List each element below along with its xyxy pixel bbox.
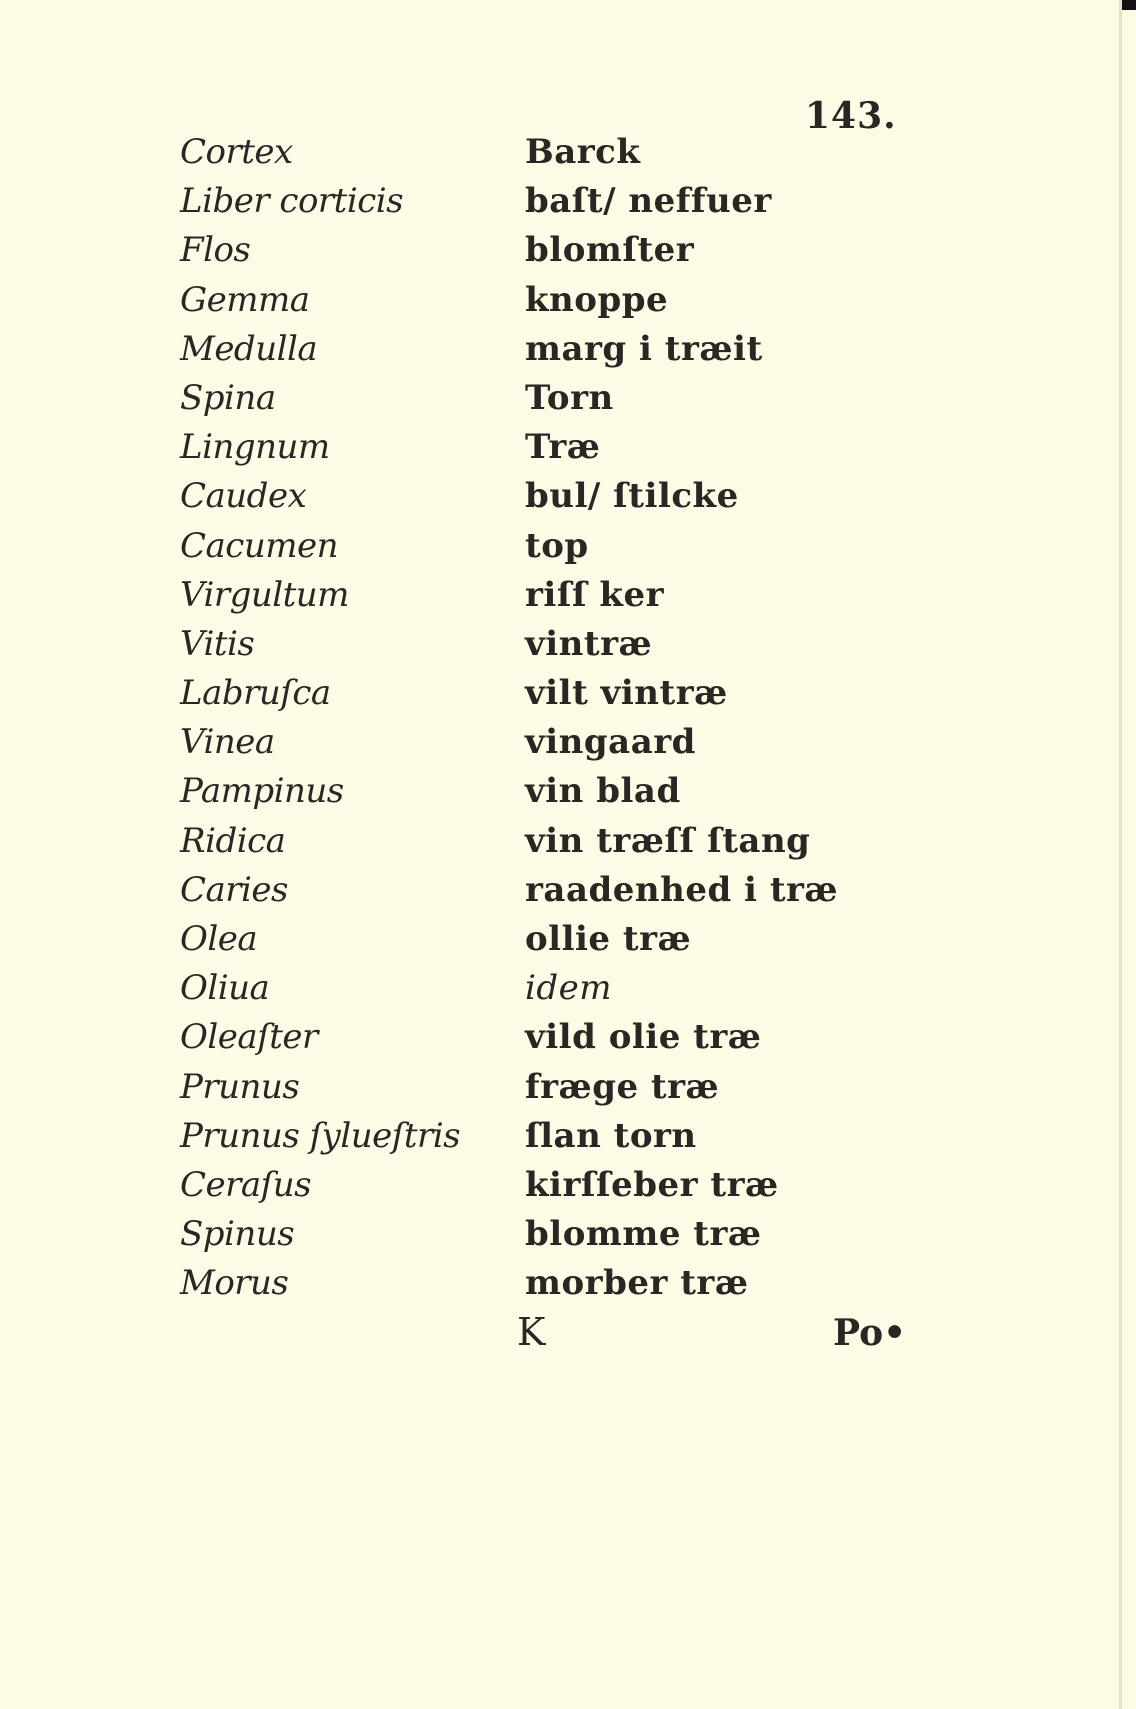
latin-term: Vitis <box>180 623 255 664</box>
vernacular-term: vin blad <box>525 771 681 812</box>
vernacular-term: knoppe <box>525 279 669 320</box>
vernacular-term: Barck <box>525 132 641 172</box>
vernacular-term: ſlan torn <box>525 1115 697 1156</box>
latin-term: Virgultum <box>180 574 349 615</box>
vernacular-term: vilt vintræ <box>525 673 728 714</box>
latin-term: Medulla <box>180 328 318 369</box>
latin-term: Prunus <box>180 1066 300 1107</box>
latin-term: Olea <box>180 919 258 959</box>
vernacular-term: fræge træ <box>525 1066 720 1107</box>
latin-term: Cortex <box>180 132 293 172</box>
vernacular-term: morber træ <box>525 1263 749 1304</box>
latin-term: Cacumen <box>180 525 338 566</box>
latin-term: Caries <box>180 869 288 910</box>
latin-term: Vinea <box>180 722 275 763</box>
vernacular-term: vintræ <box>525 623 653 664</box>
latin-term: Prunus ſylueſtris <box>180 1115 461 1156</box>
vernacular-term: ollie træ <box>525 919 692 959</box>
latin-term: Spina <box>180 377 276 418</box>
scan-corner-mark <box>1122 0 1136 10</box>
vernacular-term: vild olie træ <box>525 1017 762 1058</box>
latin-term: Spinus <box>180 1214 295 1255</box>
vernacular-term: raadenhed i træ <box>525 869 839 910</box>
latin-term: Oliua <box>180 968 270 1009</box>
latin-term: Flos <box>180 230 251 271</box>
latin-term: Morus <box>180 1263 289 1304</box>
page-edge-shadow <box>1119 0 1122 1709</box>
vernacular-term: top <box>525 525 589 566</box>
latin-term: Lingnum <box>180 427 330 468</box>
vernacular-term: idem <box>525 968 612 1009</box>
vernacular-term: riſſ ker <box>525 574 665 615</box>
latin-term: Gemma <box>180 279 310 320</box>
vernacular-term: baſt/ neffuer <box>525 181 772 222</box>
catchword: Po• <box>833 1312 907 1354</box>
vernacular-term: marg i træit <box>525 328 763 369</box>
latin-term: Ridica <box>180 820 286 861</box>
vernacular-term: Torn <box>525 377 614 418</box>
vernacular-term: vingaard <box>525 722 696 763</box>
vernacular-term: blomſter <box>525 230 695 271</box>
latin-term: Pampinus <box>180 771 344 812</box>
page-number: 143. <box>805 95 897 137</box>
latin-term: Caudex <box>180 476 307 517</box>
vernacular-term: Træ <box>525 427 601 468</box>
vernacular-term: bul/ ſtilcke <box>525 476 739 517</box>
latin-term: Labruſca <box>180 673 331 714</box>
vernacular-term: vin træſſ ſtang <box>525 820 811 861</box>
latin-term: Liber corticis <box>180 181 404 222</box>
latin-term: Ceraſus <box>180 1164 312 1205</box>
latin-term: Oleaſter <box>180 1017 318 1058</box>
vernacular-term-column <box>525 128 845 1309</box>
vernacular-term: kirſſeber træ <box>525 1164 779 1205</box>
vernacular-term: blomme træ <box>525 1214 762 1255</box>
signature-mark: K <box>517 1310 546 1354</box>
latin-term-column <box>180 128 500 1309</box>
